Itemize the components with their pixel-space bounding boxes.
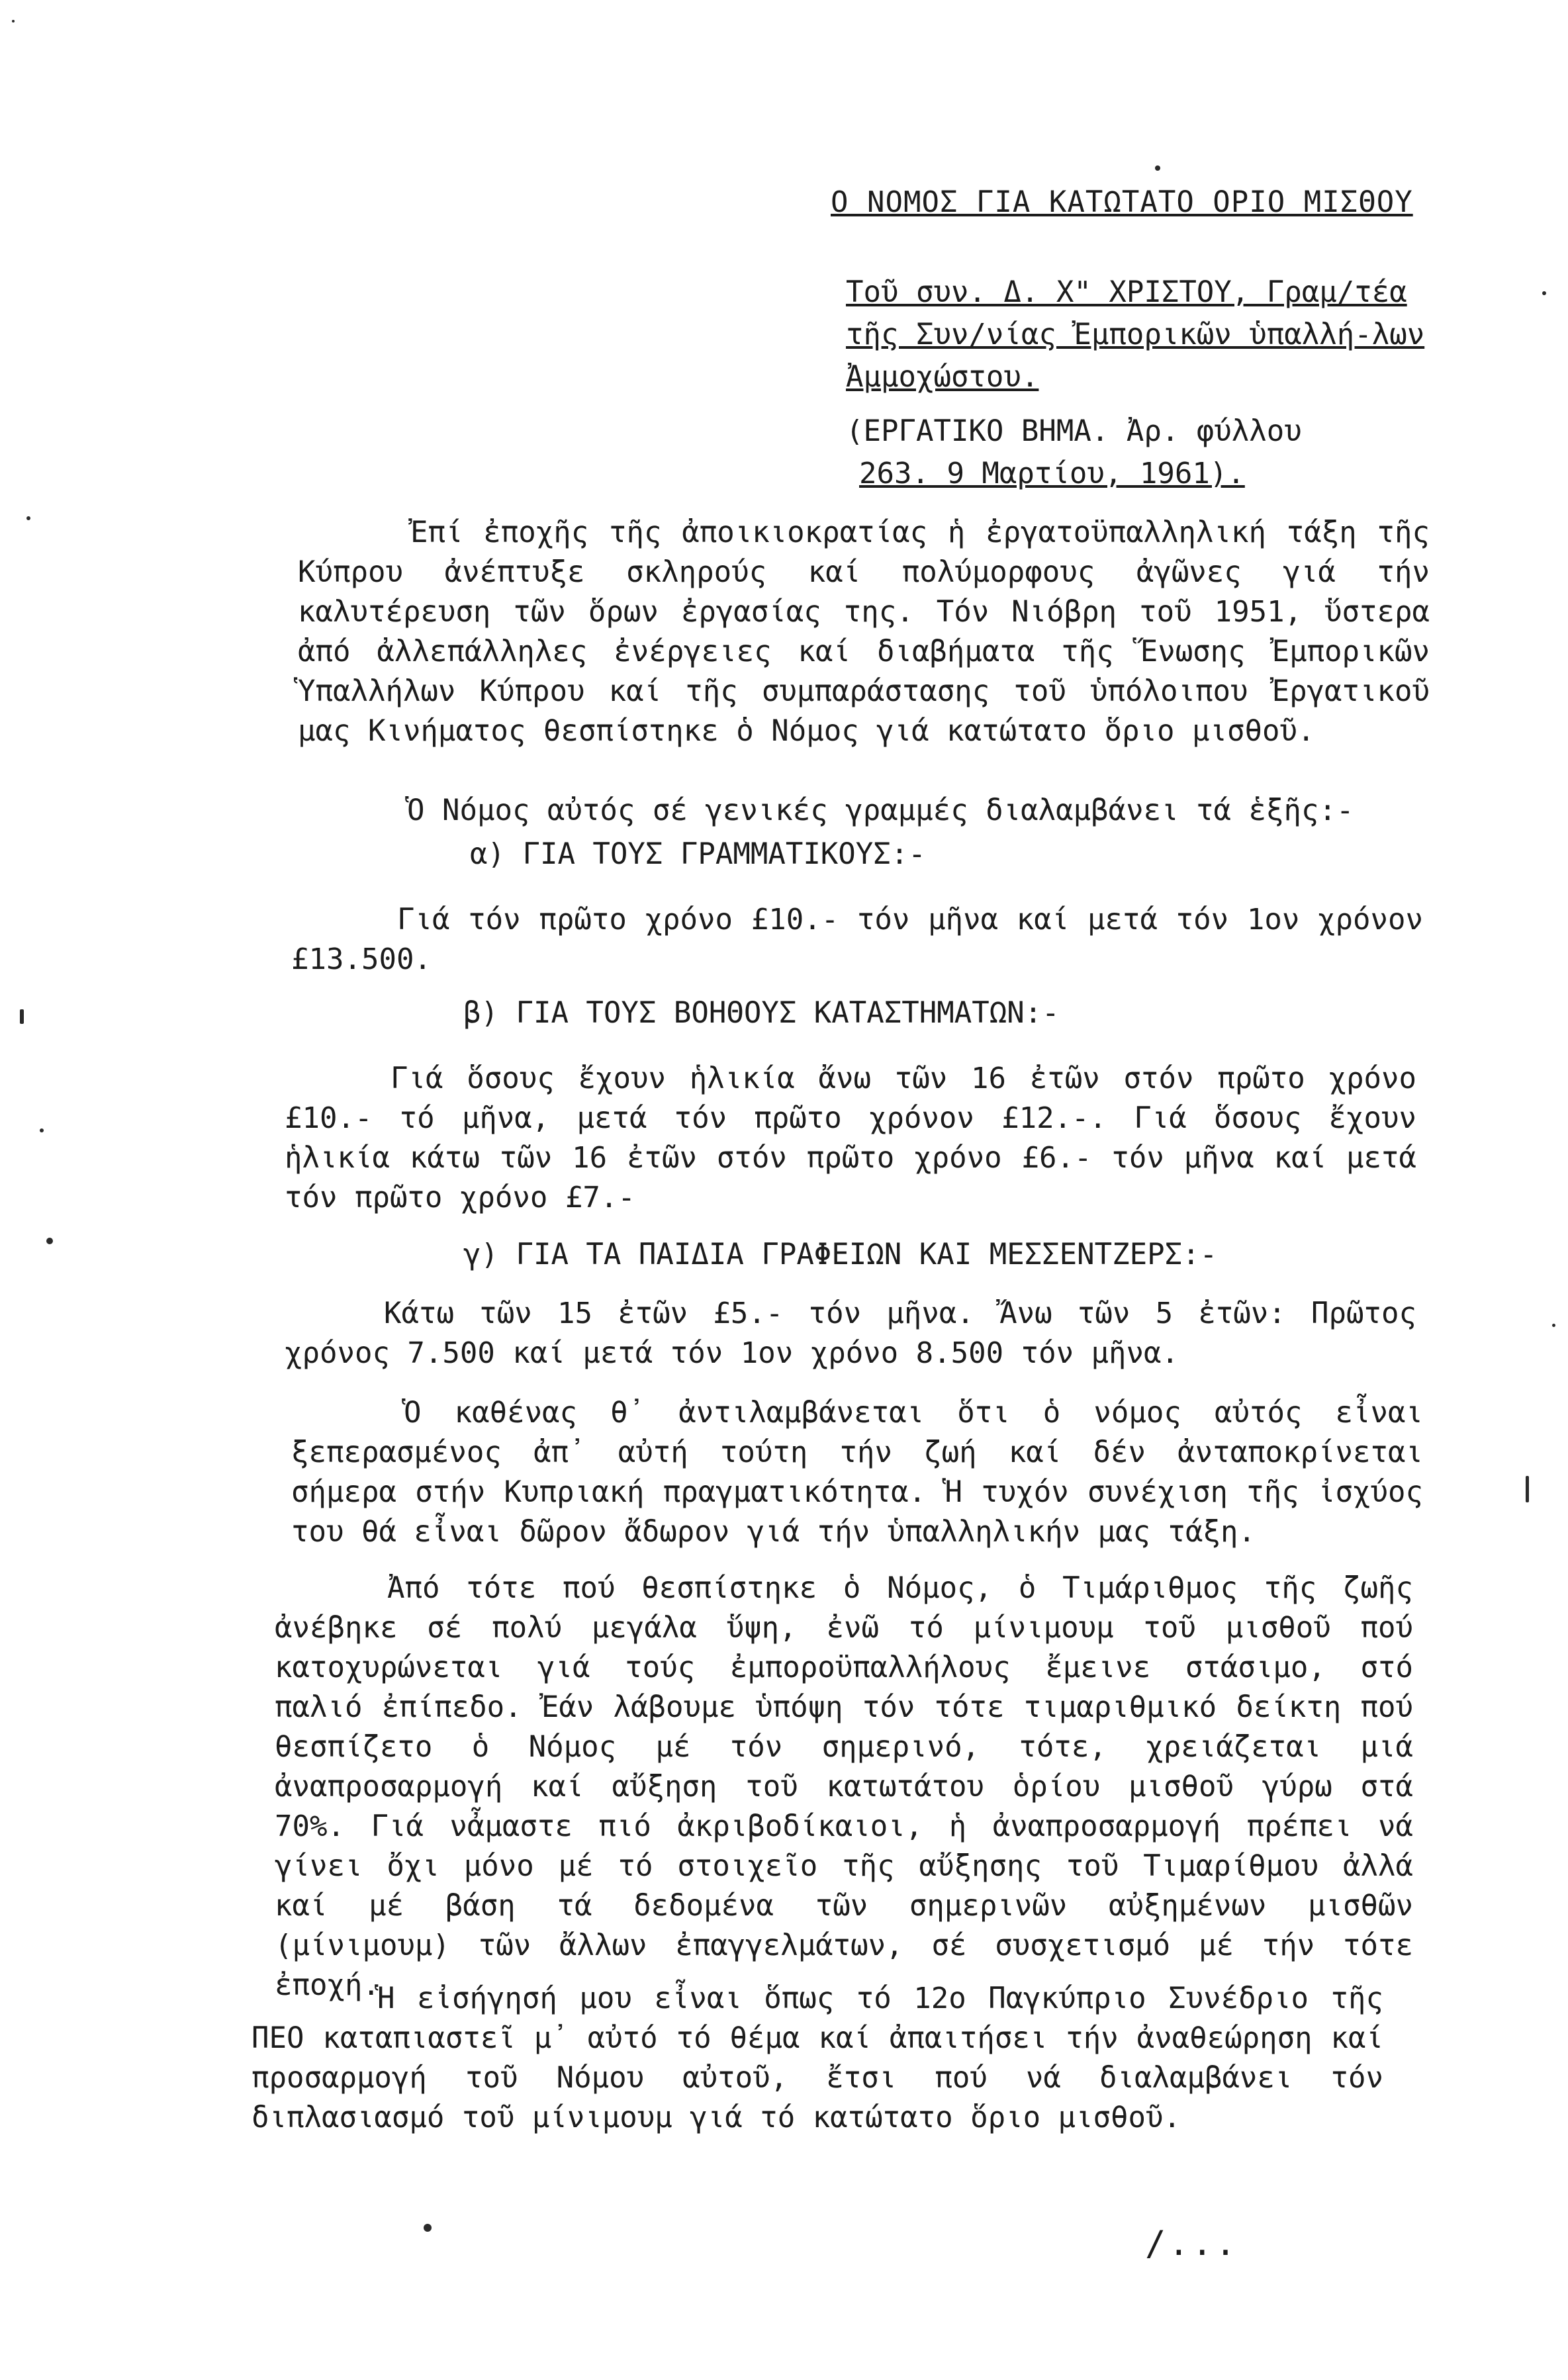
paragraph-8: Ἡ εἰσήγησή μου εἶναι ὅπως τό 12ο Παγκύπριο Συνέδριο τῆς ΠΕΟ καταπιαστεῖ μ᾽ αὐτό τό θέμα καί ἀπαιτήσει τήν ἀναθεώρηση καί προσαρμογή τοῦ Νόμου αὐτοῦ, ἔτσι πού νά διαλαμβάνει τόν διπλασιασμό τοῦ μίνιμουμ γιά τό κατώτατο ὅριο μισθοῦ. xyxy=(252,1982,1383,2134)
document-title: O NOMOΣ ΓΙΑ ΚΑΤΩΤΑΤΟ ΟΡΙΟ ΜΙΣΘΟΥ xyxy=(831,185,1413,219)
paragraph-5: Κάτω τῶν 15 ἐτῶν £5.- τόν μῆνα. Ἄνω τῶν 5 ἐτῶν: Πρῶτος χρόνος 7.500 καί μετά τόν 1ον χρόνο 8.500 τόν μῆνα. xyxy=(285,1297,1416,1370)
scan-speckle xyxy=(1155,165,1160,171)
heading-b: β) ΓΙΑ ΤΟΥΣ ΒΟΗΘΟΥΣ ΚΑΤΑΣΤΗΜΑΤΩΝ:- xyxy=(463,996,1060,1030)
source-line-1: (ΕΡΓΑΤΙΚΟ ΒΗΜΑ. Ἀρ. φύλλου xyxy=(846,414,1302,448)
continuation-mark: /... xyxy=(1145,2224,1239,2264)
paragraph-2: Ὁ Νόμος αὐτός σέ γενικές γραμμές διαλαμβάνει τά ἑξῆς:- xyxy=(407,794,1354,827)
author-line: Τοῦ συν. Δ. Χ" ΧΡΙΣΤΟΥ, Γραμ/τέα τῆς Συν/νίας Ἐμπορικῶν ὑπαλλή-λων Ἀμμοχώστου. xyxy=(846,275,1425,394)
scan-speckle xyxy=(26,516,30,520)
paragraph-4: Γιά ὅσους ἔχουν ἡλικία ἄνω τῶν 16 ἐτῶν στόν πρῶτο χρόνο £10.- τό μῆνα, μετά τόν πρῶτο χρόνον £12.-. Γιά ὅσους ἔχουν ἡλικία κάτω τῶν 16 ἐτῶν στόν πρῶτο χρόνο £6.- τόν μῆνα καί μετά τόν πρῶτο χρόνο £7.- xyxy=(285,1062,1416,1214)
paragraph-3: Γιά τόν πρῶτο χρόνο £10.- τόν μῆνα καί μετά τόν 1ον χρόνον £13.500. xyxy=(291,903,1423,976)
scan-speckle xyxy=(40,1128,44,1132)
scan-speckle xyxy=(20,1009,24,1024)
scan-speckle xyxy=(424,2224,432,2232)
scan-speckle xyxy=(1526,1476,1529,1502)
paragraph-7: Ἀπό τότε πού θεσπίστηκε ὁ Νόμος, ὁ Τιμάριθμος τῆς ζωῆς ἀνέβηκε σέ πολύ μεγάλα ὕψη, ἐνῶ τό μίνιμουμ τοῦ μισθοῦ πού κατοχυρώνεται γιά τούς ἐμποροϋπαλλήλους ἔμεινε στάσιμο, στό παλιό ἐπίπεδο. Ἐάν λάβουμε ὑπόψη τόν τότε τιμαριθμικό δείκτη πού θεσπίζετο ὁ Νόμος μέ τόν σημερινό, τότε, χρειάζεται μιά ἀναπροσαρμογή καί αὔξηση τοῦ κατωτάτου ὁρίου μισθοῦ γύρω στά 70%. Γιά νἆμαστε πιό ἀκριβοδίκαιοι, ἡ ἀναπροσαρμογή πρέπει νά γίνει ὄχι μόνο μέ τό στοιχεῖο τῆς αὔξησης τοῦ Τιμαρίθμου ἀλλά καί μέ βάση τά δεδομένα τῶν σημερινῶν αὐξημένων μισθῶν (μίνιμουμ) τῶν ἄλλων ἐπαγγελμάτων, σέ συσχετισμό μέ τήν τότε ἐποχή. xyxy=(275,1571,1413,2002)
source-citation xyxy=(846,410,1428,495)
heading-c: γ) ΓΙΑ ΤΑ ΠΑΙΔΙΑ ΓΡΑΦΕΙΩΝ ΚΑΙ ΜΕΣΣΕΝΤΖΕΡΣ:- xyxy=(463,1238,1218,1271)
scan-speckle xyxy=(12,20,15,23)
source-line-2: 263. 9 Μαρτίου, 1961). xyxy=(859,457,1245,490)
scan-speckle xyxy=(1542,291,1546,295)
heading-a: α) ΓΙΑ ΤΟΥΣ ΓΡΑΜΜΑΤΙΚΟΥΣ:- xyxy=(470,837,926,871)
paragraph-6: Ὁ καθένας θ᾽ ἀντιλαμβάνεται ὅτι ὁ νόμος αὐτός εἶναι ξεπερασμένος ἀπ᾽ αὐτή τούτη τήν ζωή καί δέν ἀνταποκρίνεται σήμερα στήν Κυπριακή πραγματικότητα. Ἡ τυχόν συνέχιση τῆς ἰσχύος του θά εἶναι δῶρον ἄδωρον γιά τήν ὑπαλληλικήν μας τάξη. xyxy=(291,1396,1423,1549)
paragraph-1: Ἐπί ἐποχῆς τῆς ἀποικιοκρατίας ἡ ἐργατοϋπαλληλική τάξη τῆς Κύπρου ἀνέπτυξε σκληρούς καί πολύμορφους ἀγῶνες γιά τήν καλυτέρευση τῶν ὅρων ἐργασίας της. Τόν Νιόβρη τοῦ 1951, ὕστερα ἀπό ἀλλεπάλληλες ἐνέργειες καί διαβήματα τῆς Ἕνωσης Ἐμπορικῶν Ὑπαλλήλων Κύπρου καί τῆς συμπαράστασης τοῦ ὑπόλοιπου Ἐργατικοῦ μας Κινήματος θεσπίστηκε ὁ Νόμος γιά κατώτατο ὅριο μισθοῦ. xyxy=(298,516,1430,748)
scan-speckle xyxy=(46,1238,53,1244)
scan-speckle xyxy=(1552,1324,1555,1327)
